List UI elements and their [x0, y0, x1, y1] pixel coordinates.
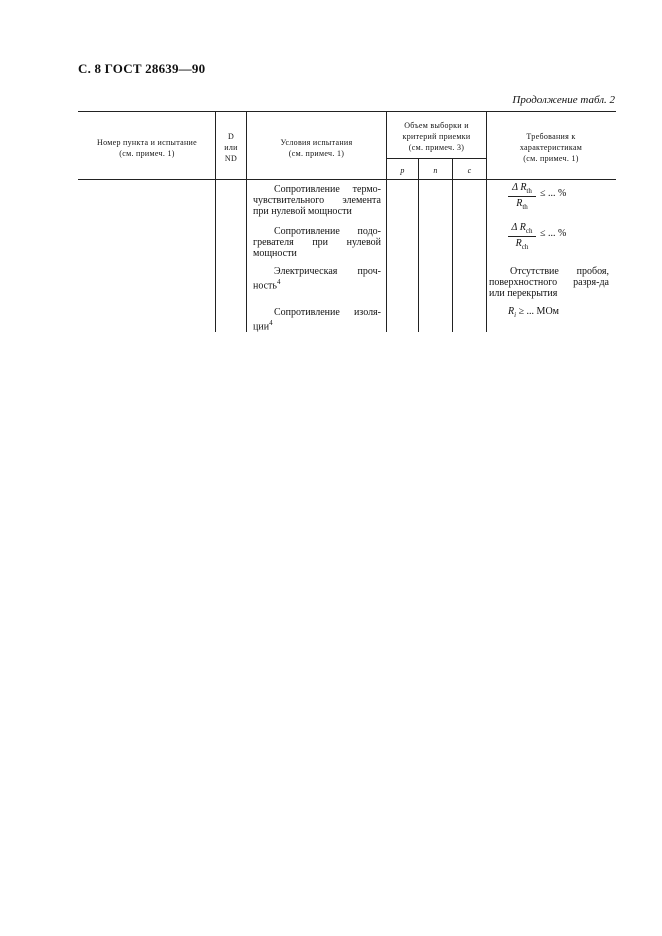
- header-conditions-line1: Условия испытания: [280, 138, 353, 147]
- formula-r: R: [516, 198, 523, 209]
- condition-heater-resistance: Сопротивление подо-гревателя при нулевой мощности: [253, 226, 381, 259]
- condition-insulation-resistance: [253, 307, 381, 332]
- requirement-insulation: [508, 306, 608, 321]
- fraction-bar: [508, 236, 536, 237]
- formula-tail: ≤ ... %: [540, 188, 567, 199]
- header-sample-line3: (см. примеч. 3): [408, 143, 465, 152]
- header-d-line: D: [227, 132, 235, 141]
- formula-sub: th: [526, 187, 532, 195]
- header-sample-group: [388, 120, 485, 153]
- fraction-bar: [508, 196, 536, 197]
- header-item-test-line2: (см. примеч. 1): [119, 149, 175, 158]
- header-requirements: [488, 131, 614, 164]
- table-continuation-label: Продолжение табл. 2: [512, 94, 615, 106]
- condition-insulation-text: Сопротивление изоля-ции: [253, 307, 381, 333]
- formula-numerator: [508, 222, 536, 235]
- requirement-thermo-formula: [508, 182, 567, 211]
- formula-delta-r: Δ R: [511, 222, 526, 233]
- header-or-line: или: [224, 143, 238, 152]
- formula-r: R: [515, 238, 522, 249]
- col-divider-5: [452, 158, 453, 332]
- header-item-test-line1: Номер пункта и испытание: [97, 138, 197, 147]
- sample-subheader-rule: [386, 158, 486, 159]
- formula-sub: th: [522, 203, 528, 211]
- col-divider-3: [386, 111, 387, 332]
- header-requirements-line2: характеристикам: [519, 143, 583, 152]
- requirement-breakdown: Отсутствие пробоя, поверхностного разря-да или перекрытия: [489, 266, 609, 299]
- condition-thermo-resistance: Сопротивление термо-чувствительного элемента при нулевой мощности: [253, 184, 381, 217]
- footnote-ref-4: 4: [269, 319, 273, 327]
- formula-r: R: [508, 306, 515, 317]
- page-title: С. 8 ГОСТ 28639—90: [78, 61, 206, 76]
- condition-electric-strength: [253, 266, 381, 291]
- header-sample-n: n: [433, 166, 438, 175]
- formula-tail: ≤ ... %: [540, 228, 567, 239]
- formula-denominator: [508, 198, 536, 211]
- formula-denominator: [508, 238, 536, 251]
- header-conditions: [248, 137, 385, 159]
- formula-numerator: [508, 182, 536, 195]
- header-requirements-line1: Требования к: [526, 132, 576, 141]
- header-sample-line1: Объем выборки и: [404, 121, 469, 130]
- formula-sub: i: [514, 311, 517, 319]
- header-sample-line2: критерий приемки: [402, 132, 471, 141]
- header-bottom-rule: [78, 179, 616, 180]
- header-conditions-line2: (см. примеч. 1): [288, 149, 345, 158]
- condition-electric-strength-text: Электрическая проч-ность: [253, 266, 381, 292]
- header-nd-line: ND: [224, 154, 238, 163]
- formula-sub: ch: [521, 243, 529, 251]
- header-d-nd: [216, 131, 246, 164]
- header-requirements-line3: (см. примеч. 1): [523, 154, 579, 163]
- table-top-rule: [78, 111, 616, 112]
- col-divider-6: [486, 111, 487, 332]
- footnote-ref-4: 4: [276, 278, 281, 286]
- header-sample-p: p: [400, 166, 405, 175]
- formula-delta-r: Δ R: [512, 182, 527, 193]
- formula-sub: ch: [525, 227, 533, 235]
- requirement-heater-formula: [508, 222, 567, 251]
- header-item-test: [80, 137, 214, 159]
- col-divider-2: [246, 111, 247, 332]
- header-sample-c: c: [467, 166, 472, 175]
- formula-tail: ≥ ... МОм: [518, 306, 559, 317]
- col-divider-4: [418, 158, 419, 332]
